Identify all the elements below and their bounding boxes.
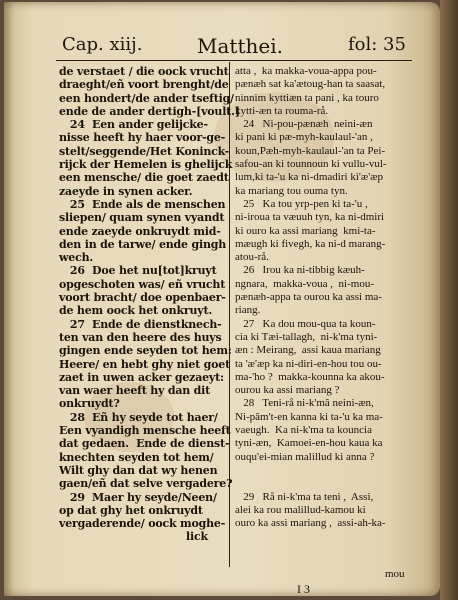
text-line: tyni-æn, Kamoei-en-hou kaua ka (235, 437, 383, 450)
text-line: lick (59, 530, 208, 544)
text-line: ta 'æ'æp ka ni-diri-en-hou tou ou- (235, 357, 382, 370)
text-line: 25 Ende als de menschen (59, 197, 226, 211)
text-line: koun,Pæh-myh-kaulaul-'an ta Pei- (235, 144, 386, 157)
text-line: ende zaeyde onkruydt mid- (59, 224, 221, 238)
text-line: ninnim kyttiæn ta pani , ka touro (235, 91, 379, 104)
text-line: ni-iroua ta væuuh tyn, ka ni-dmiri (235, 211, 385, 224)
book-title: Matthei. (197, 34, 283, 58)
text-line: Ni-pâm't-en kanna ki ta-'u ka ma- (235, 410, 383, 423)
signature-mark: I 3 (297, 582, 310, 596)
text-line (235, 530, 417, 543)
running-header (4, 34, 440, 60)
text-line: draeght/eñ voort brenght/de (59, 78, 229, 92)
text-line: ka mariang tou ouma tyn. (235, 184, 348, 197)
text-line: 26 Irou ka ni-tibbig kæuh- (235, 264, 365, 277)
text-line: riang. (235, 304, 261, 317)
text-line: op dat ghy het onkruydt (59, 503, 203, 517)
folio-number: fol: 35 (348, 34, 406, 55)
text-line: gaen/eñ dat selve vergadere? (59, 477, 233, 491)
text-line: mæugh ki fivegh, ka ni-d marang- (235, 237, 386, 250)
text-line: Heere/ en hebt ghy niet goet (59, 357, 230, 371)
text-line: cia ki Tæi-tallagh, ni-k'ma tyni- (235, 330, 378, 343)
text-line: nisse heeft hy haer voor-ge- (59, 131, 226, 145)
text-line: 27 Ende de dienstknech- (59, 317, 222, 331)
text-line: 28 Teni-rå ni-k'mâ neini-æn, (235, 397, 374, 410)
chapter-heading: Cap. xiij. (62, 34, 143, 55)
text-line: Een vyandigh mensche heeft (59, 424, 231, 438)
text-line: æn : Meirang, assi kaua mariang (235, 344, 381, 357)
text-line: opgeschoten was/ eñ vrucht (59, 277, 226, 291)
text-line: ki pani ki pæ-myh-kaulaul-'an , (235, 131, 373, 144)
text-line: ki ouro ka assi mariang kmi-ta- (235, 224, 376, 237)
text-line: gingen ende seyden tot hem: (59, 344, 232, 358)
text-line: lum,ki ta-'u ka ni-dmadiri ki'æ'æp (235, 171, 384, 184)
text-line: knechten seyden tot hem/ (59, 450, 214, 464)
text-line: ten van den heere des huys (59, 330, 222, 344)
text-line: zaet in uwen acker gezaeyt: (59, 370, 224, 384)
text-line: stelt/seggende/Het Koninck- (59, 144, 229, 158)
column-divider (229, 62, 230, 567)
text-line: atta , ka makka-voua-appa pou- (235, 65, 377, 77)
text-line: een hondert/de ander tseftig/ (59, 91, 234, 105)
text-line: vergaderende/ oock moghe- (59, 517, 226, 531)
text-line: den in de tarwe/ ende gingh (59, 237, 227, 251)
text-line: alei ka rou malillud-kamou ki (235, 503, 366, 516)
text-line: zaeyde in synen acker. (59, 184, 193, 198)
text-line: ngnara, makka-voua , ni-mou- (235, 277, 374, 290)
catchword: mou (385, 568, 405, 580)
text-line: atou-rå. (235, 251, 269, 264)
text-line: een mensche/ die goet zaedt (59, 171, 229, 185)
text-line: ouqu'ei-mian malillud ki anna ? (235, 450, 375, 463)
text-line: voort bracht/ doe openbaer- (59, 291, 226, 305)
text-line: sliepen/ quam synen vyandt (59, 211, 225, 225)
text-line: pænæh-appa ta ourou ka assi ma- (235, 291, 382, 304)
text-line: wech. (59, 251, 93, 265)
text-line: 26 Doe het nu[tot]kruyt (59, 264, 217, 278)
text-line: safou-an ki tounnoun ki vullu-vul- (235, 158, 387, 171)
dutch-column (59, 65, 240, 544)
text-line: 29 Maer hy seyde/Neen/ (59, 490, 217, 504)
formosan-column (235, 65, 417, 544)
text-line (235, 477, 417, 490)
text-line: Wilt ghy dan dat wy henen (59, 463, 218, 477)
text-line: 29 Rå ni-k'ma ta teni , Assi, (235, 490, 374, 503)
text-line: vaeugh. Ka ni-k'ma ta kouncia (235, 424, 372, 437)
book-spine (440, 0, 458, 600)
text-line: de hem oock het onkruyt. (59, 304, 212, 318)
text-line: ma-'ho ? makka-kounna ka akou- (235, 370, 385, 383)
text-line: kytti-æn ta rouma-rå. (235, 104, 329, 117)
text-line: ende de ander dertigh-[voult.] (59, 104, 240, 118)
text-line: 27 Ka dou mou-qua ta koun- (235, 317, 376, 330)
text-line: pænæh sat ka'ætoug-han ta saasat, (235, 78, 386, 91)
text-line: 24 Een ander gelijcke- (59, 118, 208, 132)
text-line: 28 Eñ hy seyde tot haer/ (59, 410, 218, 424)
text-line: 24 Ni-pou-pænæh neini-æn (235, 118, 373, 131)
text-line: dat gedaen. Ende de dienst- (59, 437, 230, 451)
text-line: van waer heeft hy dan dit (59, 384, 211, 398)
text-line: de verstaet / die oock vrucht (59, 65, 229, 78)
text-line: onkruydt? (59, 397, 120, 411)
text-line: rijck der Hemelen is ghelijck (59, 158, 233, 172)
header-rule (56, 60, 412, 61)
text-line: 25 Ka tou yrp-pen ki ta-'u , (235, 197, 368, 210)
book-page (4, 2, 440, 596)
text-line: ouro ka assi mariang , assi-ah-ka- (235, 517, 386, 530)
text-line (235, 464, 417, 477)
text-line: ourou ka assi mariang ? (235, 384, 340, 397)
